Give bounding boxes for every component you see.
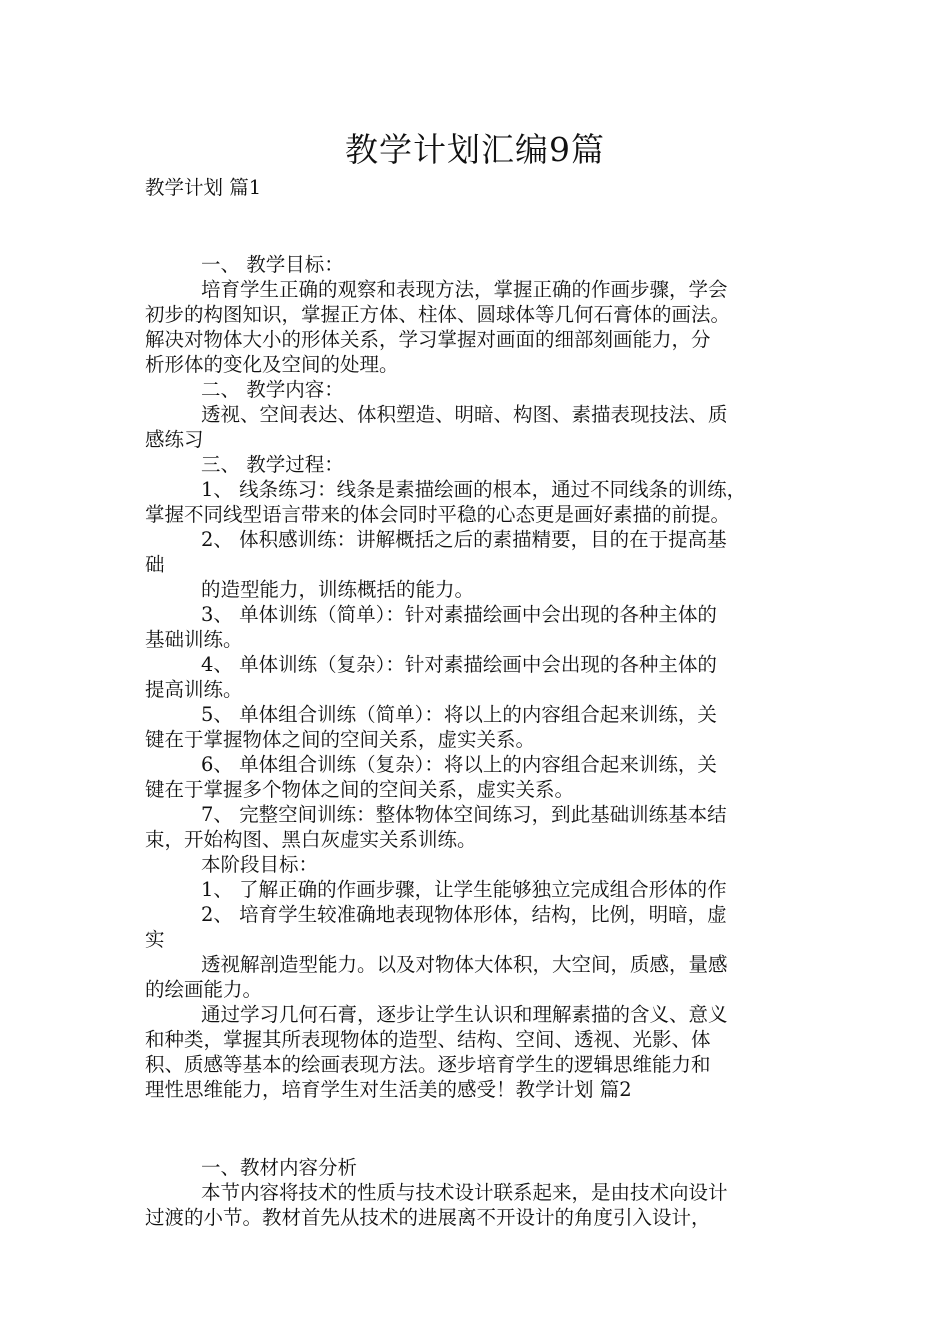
paragraph-line: 掌握不同线型语言带来的体会同时平稳的心态更是画好素描的前提。 xyxy=(145,503,731,526)
paragraph-line: 本节内容将技术的性质与技术设计联系起来，是由技术向设计 xyxy=(201,1181,728,1204)
paragraph-line: 键在于掌握多个物体之间的空间关系，虚实关系。 xyxy=(145,778,575,801)
paragraph-line: 二、 教学内容： xyxy=(201,378,344,401)
paragraph-line: 培育学生正确的观察和表现方法，掌握正确的作画步骤，学会 xyxy=(201,278,728,301)
paragraph-line: 初步的构图知识，掌握正方体、柱体、圆球体等几何石膏体的画法。 xyxy=(145,303,731,326)
paragraph-line: 过渡的小节。教材首先从技术的进展离不开设计的角度引入设计， xyxy=(145,1206,711,1229)
paragraph-line: 6、 单体组合训练（复杂）：将以上的内容组合起来训练，关 xyxy=(201,753,717,776)
paragraph-line: 析形体的变化及空间的处理。 xyxy=(145,353,399,376)
paragraph-line: 的造型能力，训练概括的能力。 xyxy=(201,578,475,601)
paragraph-line: 通过学习几何石膏，逐步让学生认识和理解素描的含义、意义 xyxy=(201,1003,728,1026)
paragraph-line: 础 xyxy=(145,553,165,576)
paragraph-line: 透视、空间表达、体积塑造、明暗、构图、素描表现技法、质 xyxy=(201,403,728,426)
paragraph-line: 一、 教学目标： xyxy=(201,253,344,276)
paragraph-line: 2、 体积感训练：讲解概括之后的素描精要，目的在于提高基 xyxy=(201,528,727,551)
paragraph-line: 感练习 xyxy=(145,428,204,451)
paragraph-line: 键在于掌握物体之间的空间关系，虚实关系。 xyxy=(145,728,536,751)
paragraph-line: 1、 线条练习：线条是素描绘画的根本，通过不同线条的训练， xyxy=(201,478,747,501)
paragraph-line: 积、质感等基本的绘画表现方法。逐步培育学生的逻辑思维能力和 xyxy=(145,1053,711,1076)
document-title: 教学计划汇编9篇 xyxy=(345,130,605,169)
paragraph-line: 的绘画能力。 xyxy=(145,978,263,1001)
paragraph-line: 解决对物体大小的形体关系，学习掌握对画面的细部刻画能力，分 xyxy=(145,328,711,351)
paragraph-line: 7、 完整空间训练：整体物体空间练习，到此基础训练基本结 xyxy=(201,803,727,826)
paragraph-line: 束，开始构图、黑白灰虚实关系训练。 xyxy=(145,828,477,851)
paragraph-line: 5、 单体组合训练（简单）：将以上的内容组合起来训练，关 xyxy=(201,703,717,726)
paragraph-line: 提高训练。 xyxy=(145,678,243,701)
paragraph-line: 理性思维能力，培育学生对生活美的感受！教学计划 篇2 xyxy=(145,1078,632,1101)
paragraph-line: 1、 了解正确的作画步骤，让学生能够独立完成组合形体的作 xyxy=(201,878,727,901)
paragraph-line: 透视解剖造型能力。以及对物体大体积，大空间，质感，量感 xyxy=(201,953,728,976)
paragraph-line: 三、 教学过程： xyxy=(201,453,344,476)
section-heading: 教学计划 篇1 xyxy=(145,176,262,199)
paragraph-line: 实 xyxy=(145,928,165,951)
paragraph-line: 本阶段目标： xyxy=(201,853,319,876)
paragraph-line: 基础训练。 xyxy=(145,628,243,651)
paragraph-line: 3、 单体训练（简单）：针对素描绘画中会出现的各种主体的 xyxy=(201,603,717,626)
section-heading: 一、教材内容分析 xyxy=(201,1156,358,1179)
paragraph-line: 2、 培育学生较准确地表现物体形体，结构，比例，明暗，虚 xyxy=(201,903,727,926)
paragraph-line: 和种类，掌握其所表现物体的造型、结构、空间、透视、光影、体 xyxy=(145,1028,711,1051)
paragraph-line: 4、 单体训练（复杂）：针对素描绘画中会出现的各种主体的 xyxy=(201,653,717,676)
